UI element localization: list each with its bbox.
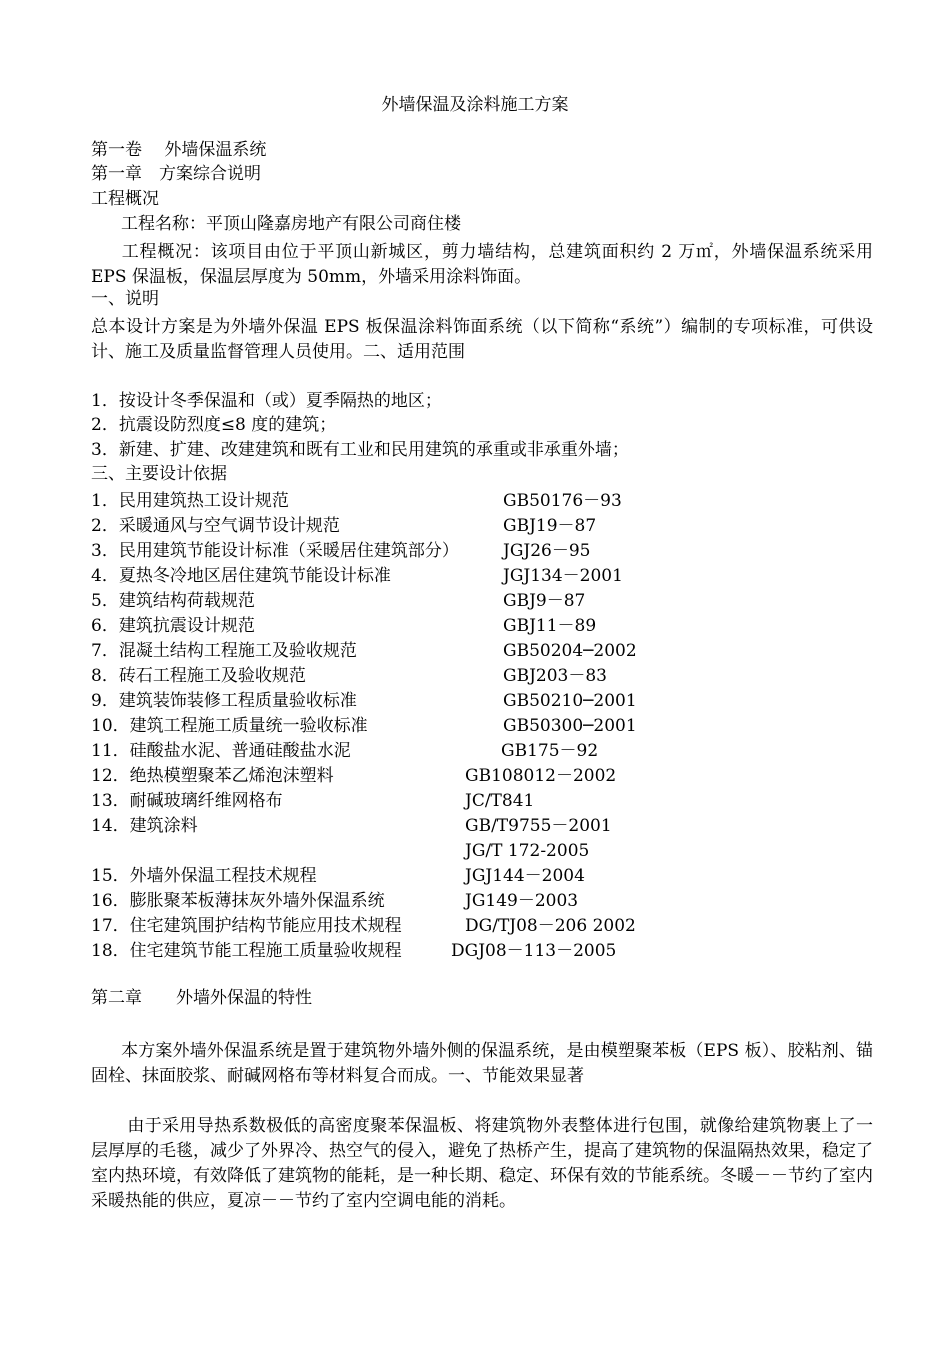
reference-item <box>91 489 622 513</box>
reference-item <box>91 564 623 588</box>
reference-code: GBJ19－87 <box>503 516 597 536</box>
reference-code: GB108012－2002 <box>465 766 617 786</box>
reference-name: 17．住宅建筑围护结构节能应用技术规程 <box>91 916 402 936</box>
reference-code: JG/T 172-2005 <box>465 841 590 861</box>
energy-text: 由于采用导热系数极低的高密度聚苯保温板、将建筑物外表整体进行包围，就像给建筑物裹上了一层厚厚的毛毯，减少了外界冷、热空气的侵入，避免了热桥产生，提高了建筑物的保温隔热效果，稳定了室内热环境，有效降低了建筑物的能耗，是一种长期、稳定、环保有效的节能系统。冬暖－－节约了室内采暖热能的供应，夏凉－－节约了室内空调电能的消耗。 <box>91 1116 873 1211</box>
reference-code: GB175－92 <box>501 741 599 761</box>
reference-name: 3．民用建筑节能设计标准（采暖居住建筑部分） <box>91 541 459 561</box>
section1-heading: 一、说明 <box>91 289 159 309</box>
reference-item <box>91 739 599 763</box>
reference-code: JG149－2003 <box>465 891 579 911</box>
reference-code: GB50204─2002 <box>503 641 637 661</box>
reference-item <box>91 514 597 538</box>
project-name: 工程名称：平顶山隆嘉房地产有限公司商住楼 <box>121 214 461 234</box>
reference-code: GB50300─2001 <box>503 716 637 736</box>
reference-name: 13．耐碱玻璃纤维网格布 <box>91 791 283 811</box>
energy-paragraph <box>91 1114 873 1214</box>
reference-code: JGJ134－2001 <box>503 566 623 586</box>
reference-item <box>91 764 617 788</box>
reference-name: 11．硅酸盐水泥、普通硅酸盐水泥 <box>91 741 351 761</box>
reference-name: 14．建筑涂料 <box>91 816 198 836</box>
reference-item <box>91 864 585 888</box>
reference-name: 6．建筑抗震设计规范 <box>91 616 255 636</box>
chapter1-heading: 第一章 方案综合说明 <box>91 164 261 184</box>
reference-item <box>91 814 612 838</box>
section3-heading: 三、主要设计依据 <box>91 464 227 484</box>
reference-name: 1．民用建筑热工设计规范 <box>91 491 289 511</box>
chapter2-intro-paragraph <box>91 1039 873 1089</box>
reference-item <box>91 914 636 938</box>
reference-name: 2．采暖通风与空气调节设计规范 <box>91 516 340 536</box>
reference-name: 8．砖石工程施工及验收规范 <box>91 666 306 686</box>
section1-paragraph: 总本设计方案是为外墙外保温 EPS 板保温涂料饰面系统（以下简称“系统”）编制的专项标准，可供设计、施工及质量监督管理人员使用。二、适用范围 <box>91 317 873 362</box>
reference-code: GB/T9755－2001 <box>465 816 612 836</box>
reference-code: DGJ08－113－2005 <box>451 941 617 961</box>
reference-code: GB50176－93 <box>503 491 622 511</box>
reference-name: 16．膨胀聚苯板薄抹灰外墙外保温系统 <box>91 891 385 911</box>
scope-item: 1．按设计冬季保温和（或）夏季隔热的地区； <box>91 391 442 411</box>
reference-name: 5．建筑结构荷载规范 <box>91 591 255 611</box>
project-overview-text: 工程概况：该项目由位于平顶山新城区，剪力墙结构，总建筑面积约 2 万㎡，外墙保温系统采用 EPS 保温板，保温层厚度为 50mm，外墙采用涂料饰面。 <box>91 242 873 287</box>
reference-code: DG/TJ08－206 2002 <box>465 916 636 936</box>
reference-item <box>91 589 586 613</box>
scope-item: 3．新建、扩建、改建建筑和既有工业和民用建筑的承重或非承重外墙； <box>91 440 629 460</box>
volume-heading: 第一卷 外墙保温系统 <box>91 140 267 160</box>
reference-code: JGJ144－2004 <box>465 866 585 886</box>
chapter2-heading: 第二章 外墙外保温的特性 <box>91 988 312 1008</box>
reference-code: JGJ26－95 <box>503 541 591 561</box>
reference-code: GBJ9－87 <box>503 591 586 611</box>
reference-code: GBJ11－89 <box>503 616 597 636</box>
chapter2-intro-text: 本方案外墙外保温系统是置于建筑物外墙外侧的保温系统，是由模塑聚苯板（EPS 板）、胶粘剂、锚固栓、抹面胶浆、耐碱网格布等材料复合而成。一、节能效果显著 <box>91 1041 873 1086</box>
reference-name: 7．混凝土结构工程施工及验收规范 <box>91 641 357 661</box>
reference-item <box>91 639 637 663</box>
reference-name: 10．建筑工程施工质量统一验收标准 <box>91 716 368 736</box>
overview-heading: 工程概况 <box>91 189 159 209</box>
reference-name: 18．住宅建筑节能工程施工质量验收规程 <box>91 941 402 961</box>
reference-name: 15．外墙外保温工程技术规程 <box>91 866 317 886</box>
reference-item <box>91 889 579 913</box>
project-overview-paragraph <box>91 240 873 290</box>
reference-name: 4．夏热冬冷地区居住建筑节能设计标准 <box>91 566 391 586</box>
document-title: 外墙保温及涂料施工方案 <box>381 95 569 115</box>
reference-code: GBJ203－83 <box>503 666 607 686</box>
scope-item: 2．抗震设防烈度≤8 度的建筑； <box>91 415 337 435</box>
reference-item <box>91 714 637 738</box>
reference-code: JC/T841 <box>465 791 535 811</box>
reference-code: GB50210─2001 <box>503 691 637 711</box>
reference-item <box>91 939 617 963</box>
reference-name: 9．建筑装饰装修工程质量验收标准 <box>91 691 357 711</box>
reference-item <box>91 614 597 638</box>
reference-item <box>91 689 637 713</box>
reference-name: 12．绝热模塑聚苯乙烯泡沫塑料 <box>91 766 334 786</box>
reference-item <box>91 664 607 688</box>
reference-item <box>91 789 535 813</box>
reference-item <box>91 539 591 563</box>
